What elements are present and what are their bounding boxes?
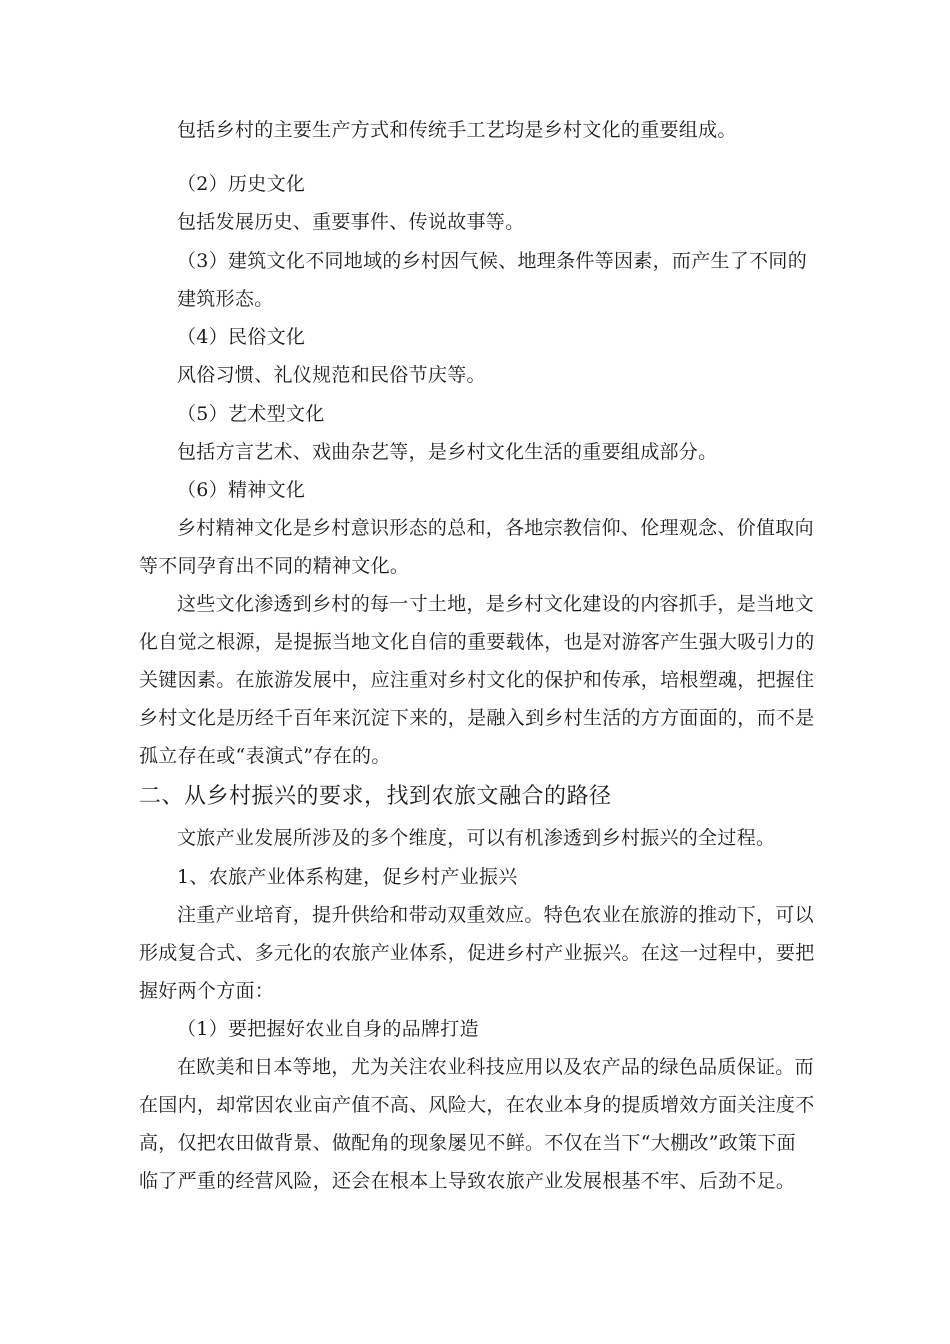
- subsection-heading: （5）艺术型文化: [177, 403, 325, 425]
- paragraph-line: 在欧美和日本等地，尤为关注农业科技应用以及农产品的绿色品质保证。而: [177, 1056, 814, 1078]
- paragraph-line: 等不同孕育出不同的精神文化。: [139, 555, 410, 577]
- subsection-heading: （4）民俗文化: [177, 326, 306, 348]
- paragraph-line: 临了严重的经营风险，还会在根本上导致农旅产业发展根基不牢、后劲不足。: [139, 1170, 796, 1192]
- paragraph-line: 化自觉之根源，是提振当地文化自信的重要载体，也是对游客产生强大吸引力的: [139, 631, 815, 653]
- paragraph-line: 乡村文化是历经千百年来沉淀下来的，是融入到乡村生活的方方面面的，而不是: [139, 707, 815, 729]
- paragraph-line: 注重产业培育，提升供给和带动双重效应。特色农业在旅游的推动下，可以: [177, 904, 814, 926]
- paragraph-line: 包括方言艺术、戏曲杂艺等，是乡村文化生活的重要组成部分。: [177, 441, 718, 463]
- paragraph-line: 乡村精神文化是乡村意识形态的总和，各地宗教信仰、伦理观念、价值取向: [177, 517, 814, 539]
- paragraph-line: 关键因素。在旅游发展中，应注重对乡村文化的保护和传承，培根塑魂，把握住: [139, 669, 815, 691]
- subsection-heading: 1、农旅产业体系构建，促乡村产业振兴: [177, 866, 518, 888]
- paragraph-line: 握好两个方面：: [139, 980, 275, 1002]
- paragraph-line: 包括乡村的主要生产方式和传统手工艺均是乡村文化的重要组成。: [177, 119, 737, 141]
- paragraph-line: 风俗习惯、礼仪规范和民俗节庆等。: [177, 364, 486, 386]
- paragraph-line: 文旅产业发展所涉及的多个维度，可以有机渗透到乡村振兴的全过程。: [177, 827, 776, 849]
- paragraph-line: 建筑形态。: [177, 288, 274, 310]
- paragraph-line: 在国内，却常因农业亩产值不高、风险大，在农业本身的提质增效方面关注度不: [139, 1094, 815, 1116]
- paragraph-line: 形成复合式、多元化的农旅产业体系，促进乡村产业振兴。在这一过程中，要把: [139, 942, 815, 964]
- paragraph-line: 孤立存在或“表演式”存在的。: [139, 745, 391, 767]
- paragraph-line: 这些文化渗透到乡村的每一寸土地，是乡村文化建设的内容抓手，是当地文: [177, 593, 814, 615]
- subsection-heading: （6）精神文化: [177, 479, 306, 501]
- subsection-heading: （3）建筑文化不同地域的乡村因气候、地理条件等因素，而产生了不同的: [177, 250, 807, 272]
- paragraph-line: 高，仅把农田做背景、做配角的现象屡见不鲜。不仅在当下“大棚改”政策下面: [139, 1132, 796, 1154]
- paragraph-line: 包括发展历史、重要事件、传说故事等。: [177, 211, 525, 233]
- subsection-heading: （2）历史文化: [177, 173, 306, 195]
- section-heading: 二、从乡村振兴的要求，找到农旅文融合的路径: [139, 784, 612, 809]
- subsection-heading: （1）要把握好农业自身的品牌打造: [177, 1018, 479, 1040]
